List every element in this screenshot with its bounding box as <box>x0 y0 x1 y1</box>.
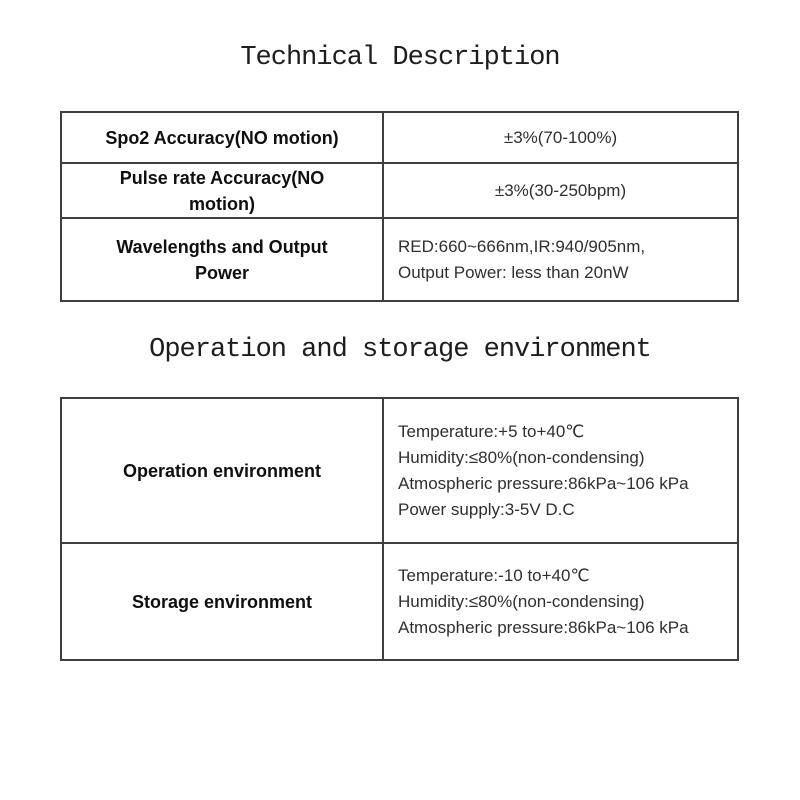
spec-value-text: Atmospheric pressure:86kPa~106 kPa <box>398 617 689 637</box>
spec-label-cell <box>61 112 383 163</box>
spec-label-text: Pulse rate Accuracy(NO <box>119 167 325 188</box>
spec-label-text: Power <box>194 262 250 283</box>
section-title-operation-storage-environment: Operation and storage environment <box>149 335 651 365</box>
spec-value-text: Humidity:≤80%(non-condensing) <box>398 591 645 611</box>
spec-value-text: ±3%(70-100%) <box>503 127 618 147</box>
spec-value-cell <box>383 218 738 301</box>
spec-value-cell <box>383 543 738 660</box>
spec-value-text: Atmospheric pressure:86kPa~106 kPa <box>398 473 689 493</box>
spec-value-text: Temperature:-10 to+40℃ <box>398 565 590 585</box>
spec-value-cell <box>383 112 738 163</box>
spec-value-cell <box>383 398 738 543</box>
spec-label-cell <box>61 218 383 301</box>
spec-label-cell <box>61 543 383 660</box>
spec-label-cell <box>61 398 383 543</box>
table-row-wavelengths-output-power <box>61 218 738 301</box>
spec-value-cell <box>383 163 738 218</box>
spec-label-text: motion) <box>189 193 255 214</box>
technical-spec-table <box>60 111 739 302</box>
spec-value-text: Power supply:3-5V D.C <box>398 499 575 519</box>
table-row-pulse-rate-accuracy <box>61 163 738 218</box>
spec-value-text: Output Power: less than 20nW <box>398 262 629 282</box>
spec-label-text: Operation environment <box>122 460 322 481</box>
table-row-operation-environment <box>61 398 738 543</box>
environment-spec-table <box>60 397 739 661</box>
spec-value-text: Temperature:+5 to+40℃ <box>398 421 585 441</box>
table-row-storage-environment <box>61 543 738 660</box>
spec-label-text: Storage environment <box>131 591 313 612</box>
spec-value-text: Humidity:≤80%(non-condensing) <box>398 447 645 467</box>
table-row-spo2-accuracy <box>61 112 738 163</box>
section-title-technical-description: Technical Description <box>240 43 560 73</box>
spec-label-text: Spo2 Accuracy(NO motion) <box>105 127 339 148</box>
spec-label-text: Wavelengths and Output <box>116 236 328 257</box>
spec-label-cell <box>61 163 383 218</box>
spec-value-text: ±3%(30-250bpm) <box>494 180 627 200</box>
spec-value-text: RED:660~666nm,IR:940/905nm, <box>398 236 646 256</box>
